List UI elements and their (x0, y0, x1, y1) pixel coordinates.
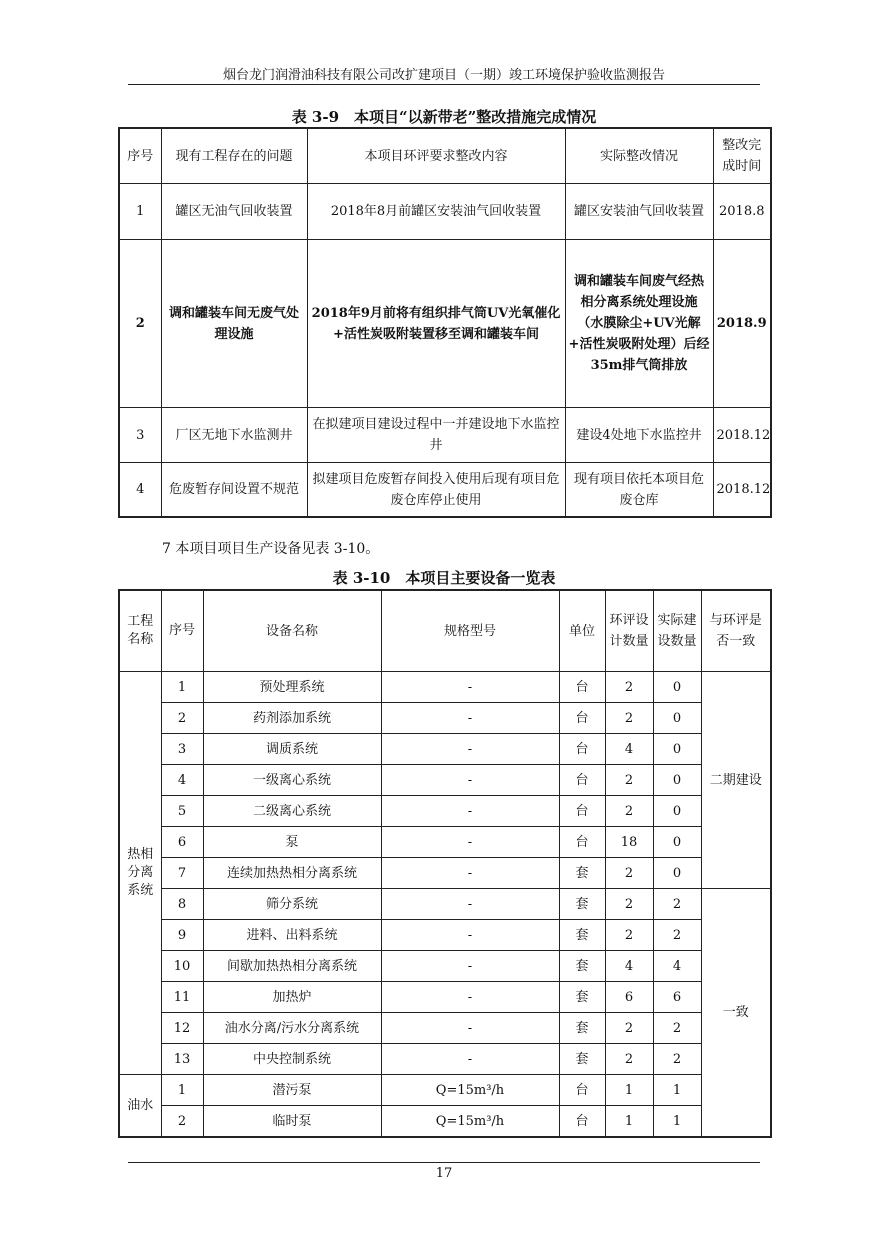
cell-actual: 4 (653, 951, 701, 982)
table-row (119, 1044, 771, 1075)
cell-unit: 套 (559, 982, 605, 1013)
cell-design: 2 (605, 1013, 653, 1044)
cell-actual: 0 (653, 765, 701, 796)
table-row (119, 920, 771, 951)
table-row (119, 734, 771, 765)
header-cell: 与环评是否一致 (701, 590, 771, 672)
cell-actual: 2 (653, 1044, 701, 1075)
cell-actual: 建设4处地下水监控井 (565, 408, 713, 463)
cell-name: 二级离心系统 (203, 796, 381, 827)
cell-spec: - (381, 982, 559, 1013)
cell-actual: 6 (653, 982, 701, 1013)
page-number: 17 (435, 1166, 453, 1181)
cell-design: 1 (605, 1075, 653, 1106)
cell-problem: 危废暂存间设置不规范 (161, 463, 307, 518)
cell-no: 13 (161, 1044, 203, 1075)
cell-spec: - (381, 920, 559, 951)
cell-unit: 套 (559, 951, 605, 982)
cell-name: 药剂添加系统 (203, 703, 381, 734)
cell-design: 2 (605, 796, 653, 827)
cell-no: 7 (161, 858, 203, 889)
cell-unit: 台 (559, 672, 605, 703)
cell-name: 筛分系统 (203, 889, 381, 920)
cell-unit: 台 (559, 765, 605, 796)
cell-unit: 台 (559, 796, 605, 827)
header-cell: 规格型号 (381, 590, 559, 672)
table-row (119, 408, 771, 463)
cell-problem: 调和罐装车间无废气处理设施 (161, 240, 307, 408)
cell-name: 间歇加热热相分离系统 (203, 951, 381, 982)
cell-time: 2018.12 (713, 408, 771, 463)
cell-no: 5 (161, 796, 203, 827)
cell-spec: - (381, 765, 559, 796)
header-cell: 实际建设数量 (653, 590, 701, 672)
cell-unit: 台 (559, 734, 605, 765)
cell-requirement: 在拟建项目建设过程中一并建设地下水监控井 (307, 408, 565, 463)
cell-design: 2 (605, 858, 653, 889)
header-cell: 现有工程存在的问题 (161, 128, 307, 184)
cell-actual: 1 (653, 1106, 701, 1138)
table-row (119, 1013, 771, 1044)
header-cell: 整改完成时间 (713, 128, 771, 184)
cell-no: 12 (161, 1013, 203, 1044)
table-row (119, 765, 771, 796)
cell-design: 4 (605, 951, 653, 982)
cell-time: 2018.9 (713, 240, 771, 408)
cell-design: 2 (605, 672, 653, 703)
cell-requirement: 2018年8月前罐区安装油气回收装置 (307, 184, 565, 240)
cell-actual: 2 (653, 1013, 701, 1044)
cell-actual: 0 (653, 703, 701, 734)
cell-no: 3 (119, 408, 161, 463)
table-row (119, 240, 771, 408)
cell-no: 11 (161, 982, 203, 1013)
cell-time: 2018.12 (713, 463, 771, 518)
cell-spec: - (381, 796, 559, 827)
cell-name: 一级离心系统 (203, 765, 381, 796)
cell-unit: 套 (559, 889, 605, 920)
cell-design: 2 (605, 920, 653, 951)
table-row (119, 184, 771, 240)
table-3-10 (118, 589, 772, 1138)
cell-spec: - (381, 951, 559, 982)
cell-no: 9 (161, 920, 203, 951)
cell-spec: Q=15m³/h (381, 1106, 559, 1138)
cell-spec: Q=15m³/h (381, 1075, 559, 1106)
table-row (119, 858, 771, 889)
cell-unit: 台 (559, 1106, 605, 1138)
cell-actual: 罐区安装油气回收装置 (565, 184, 713, 240)
cell-name: 调质系统 (203, 734, 381, 765)
group-cell: 油水 (119, 1075, 161, 1138)
cell-design: 4 (605, 734, 653, 765)
cell-no: 8 (161, 889, 203, 920)
cell-actual: 0 (653, 858, 701, 889)
cell-spec: - (381, 734, 559, 765)
cell-actual: 0 (653, 734, 701, 765)
table-row (119, 827, 771, 858)
cell-unit: 套 (559, 858, 605, 889)
cell-name: 进料、出料系统 (203, 920, 381, 951)
header-cell: 序号 (161, 590, 203, 672)
cell-unit: 套 (559, 920, 605, 951)
body-note: 7 本项目项目生产设备见表 3-10。 (162, 541, 380, 557)
table-3-9 (118, 127, 772, 518)
cell-no: 4 (119, 463, 161, 518)
cell-no: 2 (119, 240, 161, 408)
cell-spec: - (381, 1044, 559, 1075)
cell-actual: 0 (653, 672, 701, 703)
cell-no: 1 (161, 1075, 203, 1106)
cell-name: 油水分离/污水分离系统 (203, 1013, 381, 1044)
cell-actual: 0 (653, 796, 701, 827)
cell-actual: 调和罐装车间废气经热相分离系统处理设施（水膜除尘+UV光解+活性炭吸附处理）后经35m排气筒排放 (565, 240, 713, 408)
cell-spec: - (381, 703, 559, 734)
table-row (119, 796, 771, 827)
cell-spec: - (381, 1013, 559, 1044)
cell-no: 1 (119, 184, 161, 240)
cell-design: 1 (605, 1106, 653, 1138)
header-cell: 序号 (119, 128, 161, 184)
table-3-10-title: 表 3-10 本项目主要设备一览表 (332, 569, 556, 587)
table-row (119, 951, 771, 982)
status-cell: 一致 (701, 889, 771, 1138)
table-3-9-title: 表 3-9 本项目“以新带老”整改措施完成情况 (291, 108, 597, 126)
cell-problem: 罐区无油气回收装置 (161, 184, 307, 240)
header-cell: 本项目环评要求整改内容 (307, 128, 565, 184)
header-cell: 工程名称 (119, 590, 161, 672)
table-header-row (119, 128, 771, 184)
status-cell: 二期建设 (701, 672, 771, 889)
cell-no: 6 (161, 827, 203, 858)
cell-unit: 台 (559, 1075, 605, 1106)
table-row (119, 982, 771, 1013)
cell-name: 加热炉 (203, 982, 381, 1013)
cell-actual: 2 (653, 889, 701, 920)
table-header-row (119, 590, 771, 672)
header-cell: 设备名称 (203, 590, 381, 672)
header-cell: 实际整改情况 (565, 128, 713, 184)
cell-name: 泵 (203, 827, 381, 858)
header-cell: 环评设计数量 (605, 590, 653, 672)
cell-design: 2 (605, 889, 653, 920)
page-header: 烟台龙门润滑油科技有限公司改扩建项目（一期）竣工环境保护验收监测报告 (222, 68, 665, 83)
cell-actual: 0 (653, 827, 701, 858)
cell-no: 10 (161, 951, 203, 982)
cell-no: 3 (161, 734, 203, 765)
cell-spec: - (381, 827, 559, 858)
cell-name: 预处理系统 (203, 672, 381, 703)
cell-unit: 台 (559, 703, 605, 734)
cell-no: 2 (161, 703, 203, 734)
cell-actual: 2 (653, 920, 701, 951)
table-row (119, 672, 771, 703)
cell-name: 连续加热热相分离系统 (203, 858, 381, 889)
cell-name: 中央控制系统 (203, 1044, 381, 1075)
table-row (119, 1075, 771, 1106)
header-rule (128, 84, 760, 85)
cell-actual: 1 (653, 1075, 701, 1106)
table-row (119, 463, 771, 518)
cell-design: 2 (605, 703, 653, 734)
cell-spec: - (381, 672, 559, 703)
cell-unit: 套 (559, 1013, 605, 1044)
group-cell: 热相分离系统 (119, 672, 161, 1075)
header-cell: 单位 (559, 590, 605, 672)
cell-no: 4 (161, 765, 203, 796)
cell-name: 临时泵 (203, 1106, 381, 1138)
cell-name: 潜污泵 (203, 1075, 381, 1106)
cell-no: 1 (161, 672, 203, 703)
table-row (119, 703, 771, 734)
cell-design: 2 (605, 765, 653, 796)
cell-requirement: 拟建项目危废暂存间投入使用后现有项目危废仓库停止使用 (307, 463, 565, 518)
cell-requirement: 2018年9月前将有组织排气筒UV光氧催化+活性炭吸附装置移至调和罐装车间 (307, 240, 565, 408)
cell-unit: 台 (559, 827, 605, 858)
cell-actual: 现有项目依托本项目危废仓库 (565, 463, 713, 518)
table-row (119, 1106, 771, 1138)
cell-spec: - (381, 858, 559, 889)
footer-rule (128, 1162, 760, 1163)
table-row (119, 889, 771, 920)
cell-design: 18 (605, 827, 653, 858)
cell-spec: - (381, 889, 559, 920)
cell-problem: 厂区无地下水监测井 (161, 408, 307, 463)
cell-no: 2 (161, 1106, 203, 1138)
cell-design: 2 (605, 1044, 653, 1075)
cell-time: 2018.8 (713, 184, 771, 240)
cell-unit: 套 (559, 1044, 605, 1075)
cell-design: 6 (605, 982, 653, 1013)
